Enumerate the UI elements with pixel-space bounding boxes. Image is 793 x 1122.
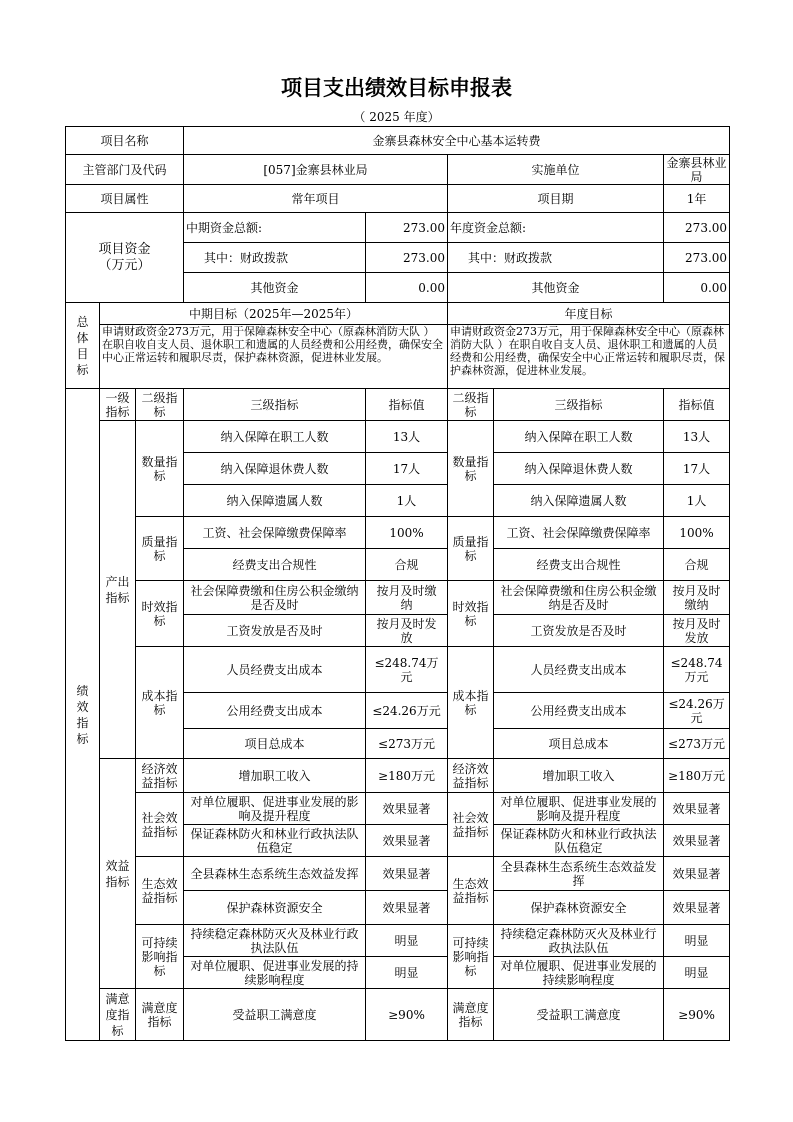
row-attr — [66, 185, 730, 213]
year-other-label: 其他资金 — [448, 273, 664, 303]
mid-total-value: 273.00 — [366, 213, 448, 243]
table-row — [66, 517, 730, 549]
indicator-name: 保证森林防火和林业行政执法队伍稳定 — [184, 825, 366, 857]
indicator-value-year: 100% — [664, 517, 730, 549]
row-dept — [66, 155, 730, 185]
indicator-name: 对单位履职、促进事业发展的持续影响程度 — [184, 957, 366, 989]
level2-satisfaction: 满意度 指标 — [136, 989, 184, 1041]
indicator-name-year: 增加职工收入 — [494, 759, 664, 793]
indicator-value: 17人 — [366, 453, 448, 485]
table-row — [66, 647, 730, 693]
level2-ecological: 生态效 益指标 — [136, 857, 184, 925]
indicator-name: 纳入保障遗属人数 — [184, 485, 366, 517]
mid-fiscal-label: 其中：财政拨款 — [184, 243, 366, 273]
table-row — [66, 581, 730, 615]
goal-side-label: 总 体 目 标 — [66, 303, 100, 389]
indicator-value: 合规 — [366, 549, 448, 581]
indicator-name-year: 人员经费支出成本 — [494, 647, 664, 693]
indicator-value: 效果显著 — [366, 825, 448, 857]
table-row — [66, 925, 730, 957]
indicator-name: 持续稳定森林防灭火及林业行政执法队伍 — [184, 925, 366, 957]
indicator-name-year: 公用经费支出成本 — [494, 693, 664, 729]
indicator-name-year: 保证森林防火和林业行政执法队伍稳定 — [494, 825, 664, 857]
indicator-value-year: ≤248.74 万元 — [664, 647, 730, 693]
indicator-value: ≤273万元 — [366, 729, 448, 759]
level2-quality: 质量指 标 — [136, 517, 184, 581]
level2-social: 社会效 益指标 — [136, 793, 184, 857]
indicator-value: 效果显著 — [366, 857, 448, 891]
period-label: 项目期 — [448, 185, 664, 213]
indicator-value-year: 按月及时 发放 — [664, 615, 730, 647]
level2-sustainable: 可持续 影响指 标 — [136, 925, 184, 989]
indicator-name-year: 社会保障费缴和住房公积金缴纳是否及时 — [494, 581, 664, 615]
row-goal-headers — [66, 303, 730, 325]
level2-quantity-year: 数量指 标 — [448, 421, 494, 517]
indicator-value: 按月及时缴 纳 — [366, 581, 448, 615]
level1-output: 产出 指标 — [100, 421, 136, 759]
dept-label: 主管部门及代码 — [66, 155, 184, 185]
indicator-value-year: 效果显著 — [664, 891, 730, 925]
mid-goal-text: 申请财政资金273万元，用于保障森林安全中心（原森林消防大队 ）在职自收自支人员、退休职工和遗属的人员经费和公用经费，确保安全中心正常运转和履职尽责，保护森林资源，促进林业发展。 — [100, 325, 448, 389]
indicator-name: 工资发放是否及时 — [184, 615, 366, 647]
header-value-year: 指标值 — [664, 389, 730, 421]
level2-time: 时效指 标 — [136, 581, 184, 647]
attr-label: 项目属性 — [66, 185, 184, 213]
indicator-value-year: 效果显著 — [664, 793, 730, 825]
header-level3: 三级指标 — [184, 389, 366, 421]
indicator-name-year: 持续稳定森林防灭火及林业行政执法队伍 — [494, 925, 664, 957]
indicator-value-year: 1人 — [664, 485, 730, 517]
indicator-value: 13人 — [366, 421, 448, 453]
indicator-value-year: ≥180万元 — [664, 759, 730, 793]
indicator-name: 纳入保障退休费人数 — [184, 453, 366, 485]
table-row — [66, 989, 730, 1041]
indicator-name-year: 对单位履职、促进事业发展的影响及提升程度 — [494, 793, 664, 825]
indicator-name: 全县森林生态系统生态效益发挥 — [184, 857, 366, 891]
project-name-value: 金寨县森林安全中心基本运转费 — [184, 127, 730, 155]
indicator-value: ≥90% — [366, 989, 448, 1041]
indicator-name-year: 纳入保障退休费人数 — [494, 453, 664, 485]
indicator-value: ≤248.74万 元 — [366, 647, 448, 693]
year-line: （ 2025 年度） — [353, 110, 440, 124]
indicator-name: 受益职工满意度 — [184, 989, 366, 1041]
indicator-value-year: 17人 — [664, 453, 730, 485]
level2-sustainable-year: 可持续 影响指 标 — [448, 925, 494, 989]
header-level2: 二级指 标 — [136, 389, 184, 421]
indicator-value: 100% — [366, 517, 448, 549]
indicator-name-year: 工资、社会保障缴费保障率 — [494, 517, 664, 549]
level1-benefit: 效益 指标 — [100, 759, 136, 989]
mid-other-label: 其他资金 — [184, 273, 366, 303]
table-row — [66, 421, 730, 453]
level1-satisfaction: 满意 度指 标 — [100, 989, 136, 1041]
mid-total-label: 中期资金总额: — [184, 213, 366, 243]
project-name-label: 项目名称 — [66, 127, 184, 155]
indicator-value-year: 明显 — [664, 957, 730, 989]
performance-table — [65, 126, 730, 1041]
indicator-value: 1人 — [366, 485, 448, 517]
level2-cost-year: 成本指 标 — [448, 647, 494, 759]
indicator-value-year: 明显 — [664, 925, 730, 957]
indicator-value: 按月及时发 放 — [366, 615, 448, 647]
year-fiscal-label: 其中：财政拨款 — [448, 243, 664, 273]
indicator-name: 项目总成本 — [184, 729, 366, 759]
indicator-name: 增加职工收入 — [184, 759, 366, 793]
year-goal-text: 申请财政资金273万元，用于保障森林安全中心（原森林消防大队 ）在职自收自支人员、退休职工和遗属的人员经费和公用经费，确保安全中心正常运转和履职尽责，保护森林资源，促进林业发展。 — [448, 325, 730, 389]
year-total-label: 年度资金总额: — [448, 213, 664, 243]
indicator-name: 人员经费支出成本 — [184, 647, 366, 693]
indicator-value: ≥180万元 — [366, 759, 448, 793]
row-project-name — [66, 127, 730, 155]
indicator-name-year: 工资发放是否及时 — [494, 615, 664, 647]
indicator-name-year: 全县森林生态系统生态效益发挥 — [494, 857, 664, 891]
year-goal-header: 年度目标 — [448, 303, 730, 325]
indicator-name-year: 经费支出合规性 — [494, 549, 664, 581]
mid-fiscal-value: 273.00 — [366, 243, 448, 273]
header-level3-year: 三级指标 — [494, 389, 664, 421]
indicator-value: ≤24.26万元 — [366, 693, 448, 729]
indicator-name: 对单位履职、促进事业发展的影响及提升程度 — [184, 793, 366, 825]
table-row — [66, 759, 730, 793]
indicator-value-year: ≤273万元 — [664, 729, 730, 759]
indicator-value-year: 合规 — [664, 549, 730, 581]
indicator-name-year: 对单位履职、促进事业发展的持续影响程度 — [494, 957, 664, 989]
impl-value: 金寨县林业局 — [664, 155, 730, 185]
mid-other-value: 0.00 — [366, 273, 448, 303]
attr-value: 常年项目 — [184, 185, 448, 213]
row-goal-text — [66, 325, 730, 389]
level2-satisfaction-year: 满意度 指标 — [448, 989, 494, 1041]
indicator-value-year: 13人 — [664, 421, 730, 453]
row-funds-total — [66, 213, 730, 243]
indicator-value-year: ≤24.26万 元 — [664, 693, 730, 729]
year-fiscal-value: 273.00 — [664, 243, 730, 273]
dept-value: [057]金寨县林业局 — [184, 155, 448, 185]
indicator-value-year: 按月及时 缴纳 — [664, 581, 730, 615]
level2-quality-year: 质量指 标 — [448, 517, 494, 581]
level2-time-year: 时效指 标 — [448, 581, 494, 647]
indicator-name-year: 纳入保障在职工人数 — [494, 421, 664, 453]
indicator-name-year: 保护森林资源安全 — [494, 891, 664, 925]
table-row — [66, 793, 730, 825]
indicator-name-year: 纳入保障遗属人数 — [494, 485, 664, 517]
indicator-name: 公用经费支出成本 — [184, 693, 366, 729]
indicator-name: 经费支出合规性 — [184, 549, 366, 581]
header-level1: 一级 指标 — [100, 389, 136, 421]
indicator-name: 工资、社会保障缴费保障率 — [184, 517, 366, 549]
indicator-name-year: 受益职工满意度 — [494, 989, 664, 1041]
table-row — [66, 857, 730, 891]
indicator-value: 效果显著 — [366, 793, 448, 825]
impl-label: 实施单位 — [448, 155, 664, 185]
level2-cost: 成本指 标 — [136, 647, 184, 759]
header-level2-year: 二级指 标 — [448, 389, 494, 421]
indicator-value: 效果显著 — [366, 891, 448, 925]
indicator-value-year: 效果显著 — [664, 825, 730, 857]
indicator-name: 纳入保障在职工人数 — [184, 421, 366, 453]
indicator-name-year: 项目总成本 — [494, 729, 664, 759]
indicator-value-year: ≥90% — [664, 989, 730, 1041]
row-indicator-header — [66, 389, 730, 421]
header-value: 指标值 — [366, 389, 448, 421]
form-title: 项目支出绩效目标申报表 — [281, 76, 512, 100]
year-total-value: 273.00 — [664, 213, 730, 243]
perf-side-label: 绩 效 指 标 — [66, 389, 100, 1041]
indicator-name: 保护森林资源安全 — [184, 891, 366, 925]
indicator-value: 明显 — [366, 925, 448, 957]
year-other-value: 0.00 — [664, 273, 730, 303]
level2-ecological-year: 生态效 益指标 — [448, 857, 494, 925]
level2-economic: 经济效 益指标 — [136, 759, 184, 793]
indicator-value-year: 效果显著 — [664, 857, 730, 891]
mid-goal-header: 中期目标（2025年—2025年） — [100, 303, 448, 325]
level2-social-year: 社会效 益指标 — [448, 793, 494, 857]
indicator-name: 社会保障费缴和住房公积金缴纳是否及时 — [184, 581, 366, 615]
level2-quantity: 数量指 标 — [136, 421, 184, 517]
funds-label: 项目资金 （万元） — [66, 213, 184, 303]
level2-economic-year: 经济效 益指标 — [448, 759, 494, 793]
period-value: 1年 — [664, 185, 730, 213]
indicator-value: 明显 — [366, 957, 448, 989]
